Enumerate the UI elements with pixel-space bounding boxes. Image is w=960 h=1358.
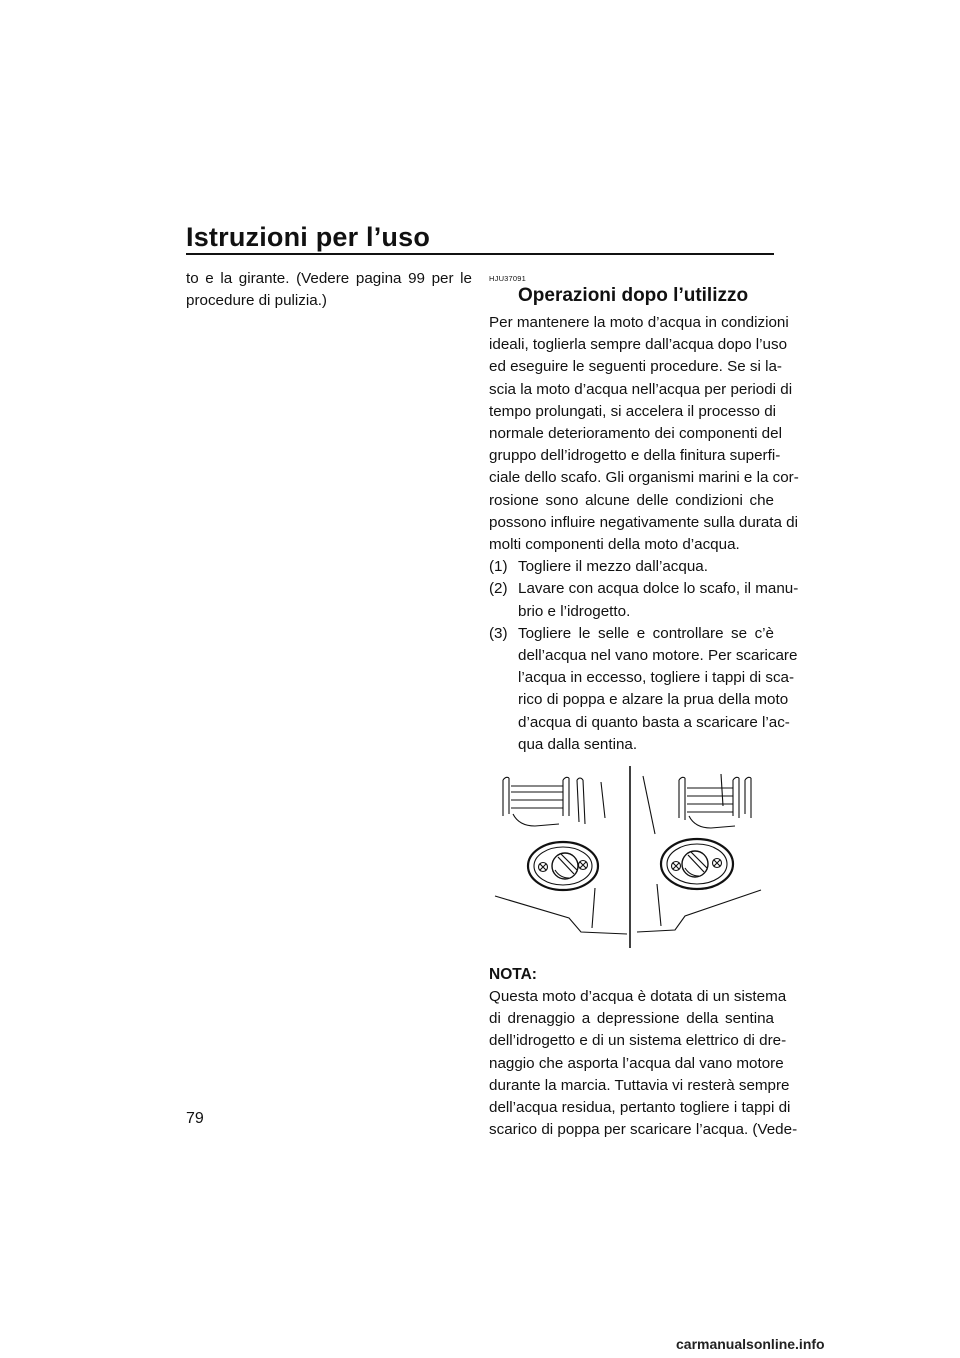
body-line: molti componenti della moto d’acqua. [489,536,740,554]
left-text-line: to e la girante. (Vedere pagina 99 per le [186,270,472,287]
step-line: Togliere le selle e controllare se c’è [518,624,774,642]
watermark-text: carmanualsonline.info [676,1336,825,1352]
note-line: Questa moto d’acqua è dotata di un sistema [489,988,787,1006]
body-line: ciale dello scafo. Gli organismi marini e la cor- [489,469,799,487]
body-line: ed eseguire le seguenti procedure. Se si la- [489,358,782,376]
note-line: naggio che asporta l’acqua dal vano motore [489,1054,784,1072]
body-line: tempo prolungati, si accelera il processo di [489,402,777,420]
note-line: dell’acqua residua, pertanto togliere i tappi di [489,1099,791,1117]
body-line: Per mantenere la moto d’acqua in condizioni [489,314,789,331]
left-column [186,268,472,312]
body-line: ideali, toglierla sempre dall’acqua dopo l’uso [489,336,788,354]
step-line: qua dalla sentina. [518,735,638,753]
note-line: di drenaggio a depressione della sentina [489,1010,774,1028]
step-line: d’acqua di quanto basta a scaricare l’ac- [518,713,790,731]
step-line: Togliere il mezzo dall’acqua. [518,558,708,576]
body-line: rosione sono alcune delle condizioni che [489,491,774,509]
body-line: possono influire negativamente sulla durata di [489,513,799,531]
step-line: rico di poppa e alzare la prua della moto [518,691,789,709]
page-header-title: Istruzioni per l’uso [186,222,431,252]
step-line: brio e l’idrogetto. [518,602,631,620]
body-line: gruppo dell’idrogetto e della finitura superfi- [489,447,781,465]
step-number: (3) [489,624,508,642]
left-text-line: procedure di pulizia.) [186,292,327,310]
section-title: Operazioni dopo l’utilizzo [518,285,749,306]
note-title: NOTA: [489,966,537,984]
drain-plug-illustration [489,766,774,956]
step-line: Lavare con acqua dolce lo scafo, il manu- [518,580,799,598]
step-item [489,556,774,578]
body-line: scia la moto d’acqua nell’acqua per periodi di [489,380,793,398]
note-line: scarico di poppa per scaricare l’acqua. (Vede- [489,1121,798,1139]
note-paragraph [489,986,798,1141]
step-item [489,578,799,622]
step-item [489,623,798,756]
page-number: 79 [186,1110,204,1127]
note-line: durante la marcia. Tuttavia vi resterà sempre [489,1076,790,1094]
step-line: l’acqua in eccesso, togliere i tappi di sca- [518,669,795,687]
note-line: dell’idrogetto e di un sistema elettrico di dre- [489,1032,787,1050]
right-column [489,268,799,1141]
drain-plug-drawing [489,766,774,956]
header-rule [186,253,774,255]
step-number: (2) [489,580,508,598]
intro-paragraph [489,312,799,556]
section-code: HJU37091 [489,274,527,283]
step-number: (1) [489,558,508,576]
step-line: dell’acqua nel vano motore. Per scaricare [518,647,798,665]
body-line: normale deterioramento dei componenti del [489,425,782,443]
